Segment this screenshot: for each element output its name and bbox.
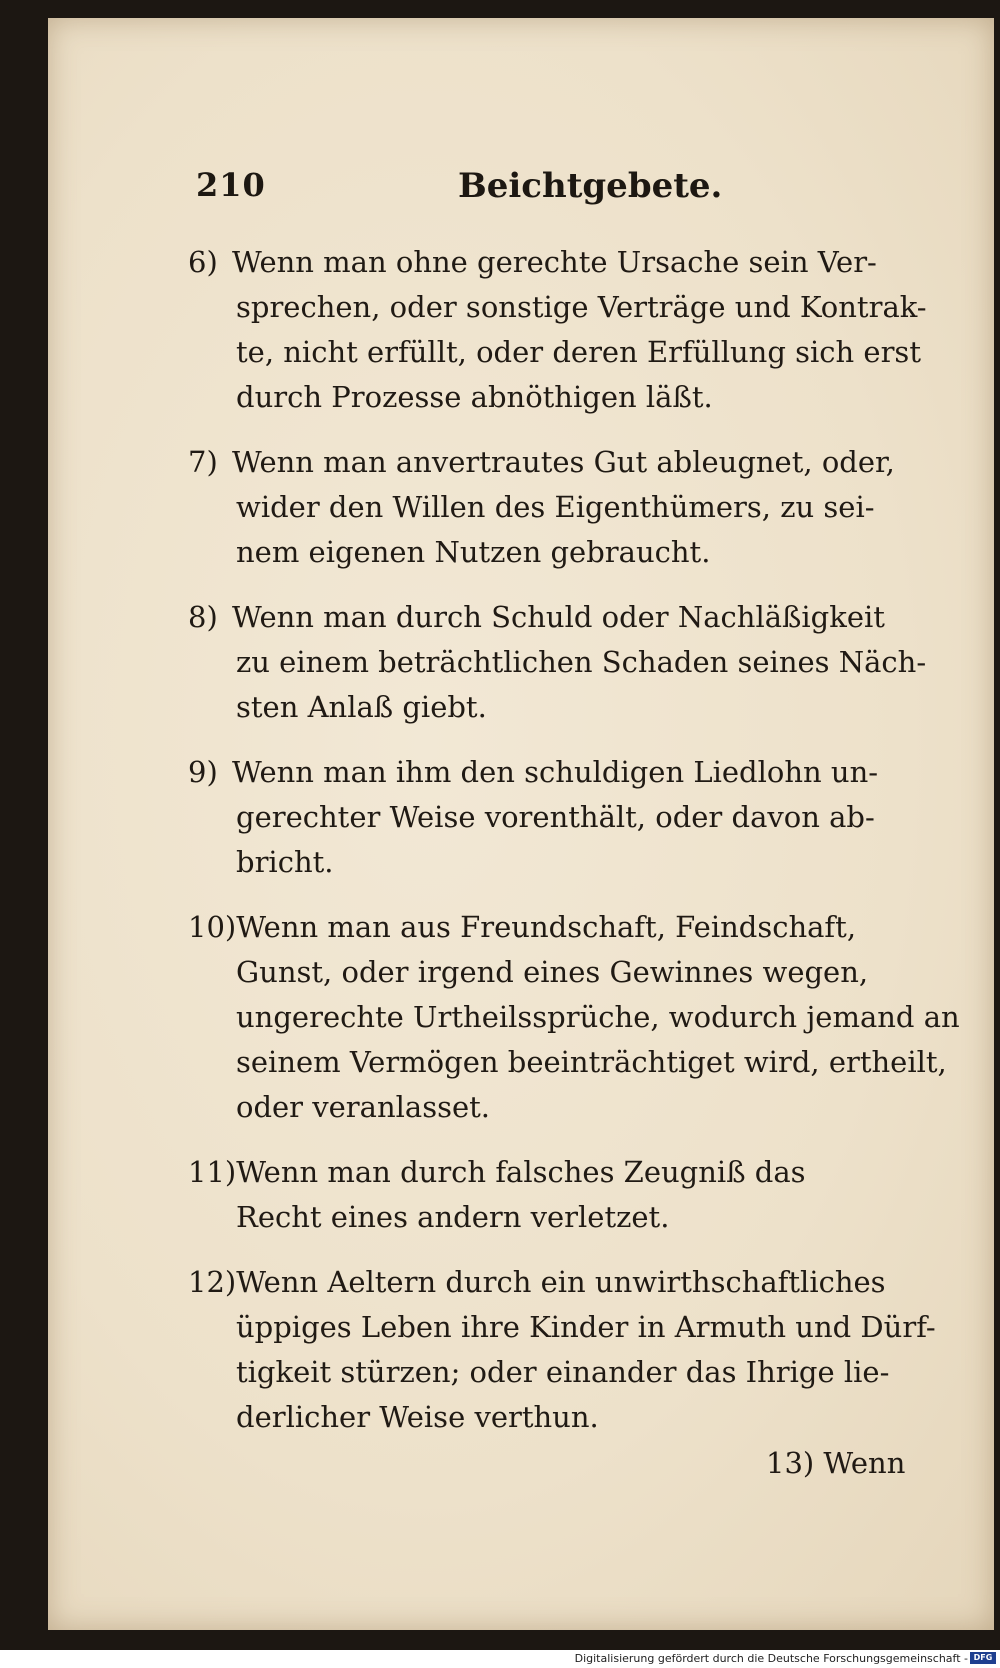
item-text: Wenn man durch falsches Zeugniß das [236,1155,806,1189]
item-number: 7) [188,445,218,479]
item-number: 11) [188,1155,237,1189]
text-line: Recht eines andern verletzet. [236,1200,670,1234]
confession-item [188,1150,988,1240]
item-text: Wenn man aus Freundschaft, Feindschaft, [236,910,857,944]
catchword: 13) Wenn [766,1446,906,1480]
confession-item [188,595,988,730]
text-line: oder veranlasset. [236,1090,491,1124]
running-title: Beichtgebete. [458,166,723,206]
item-text: Wenn man ihm den schuldigen Liedlohn un- [232,755,879,789]
text-line: sprechen, oder sonstige Verträge und Kontrak- [236,290,927,324]
item-text: Wenn man durch Schuld oder Nachläßigkeit [232,600,885,634]
text-line: gerechter Weise vorenthält, oder davon ab- [236,800,875,834]
text-line: bricht. [236,845,334,879]
item-text: Wenn man anvertrautes Gut ableugnet, oder, [232,445,895,479]
text-line: seinem Vermögen beeinträchtiget wird, ertheilt, [236,1045,947,1079]
text-line [188,750,988,795]
text-line [188,1150,988,1195]
page-number: 210 [196,166,266,204]
text-line: Gunst, oder irgend eines Gewinnes wegen, [236,955,869,989]
confession-item [188,240,988,420]
confession-item [188,750,988,885]
confession-item [188,1260,988,1440]
item-number: 9) [188,755,218,789]
item-text: Wenn Aeltern durch ein unwirthschaftliches [236,1265,886,1299]
digitization-credit: Digitalisierung gefördert durch die Deutsche Forschungsgemeinschaft - [574,1652,968,1665]
text-line: ungerechte Urtheilssprüche, wodurch jemand an [236,1000,960,1034]
item-number: 8) [188,600,218,634]
item-number: 12) [188,1265,237,1299]
text-line: wider den Willen des Eigenthümers, zu sei- [236,490,875,524]
item-number: 10) [188,910,237,944]
confession-item [188,440,988,575]
text-line: zu einem beträchtlichen Schaden seines Näch- [236,645,927,679]
text-line: nem eigenen Nutzen gebraucht. [236,535,711,569]
text-line: derlicher Weise verthun. [236,1400,599,1434]
text-line: te, nicht erfüllt, oder deren Erfüllung sich erst [236,335,921,369]
confession-item [188,905,988,1130]
text-line: üppiges Leben ihre Kinder in Armuth und Dürf- [236,1310,936,1344]
text-line [188,905,988,950]
item-number: 6) [188,245,218,279]
dfg-logo: DFG [970,1652,996,1664]
text-line [188,440,988,485]
book-page [48,18,994,1630]
item-text: Wenn man ohne gerechte Ursache sein Ver- [232,245,877,279]
text-line [188,1260,988,1305]
text-line: sten Anlaß giebt. [236,690,487,724]
text-line: tigkeit stürzen; oder einander das Ihrige lie- [236,1355,890,1389]
page-body [188,240,988,1460]
text-line [188,240,988,285]
text-line: durch Prozesse abnöthigen läßt. [236,380,713,414]
page-header [48,166,994,216]
text-line [188,595,988,640]
